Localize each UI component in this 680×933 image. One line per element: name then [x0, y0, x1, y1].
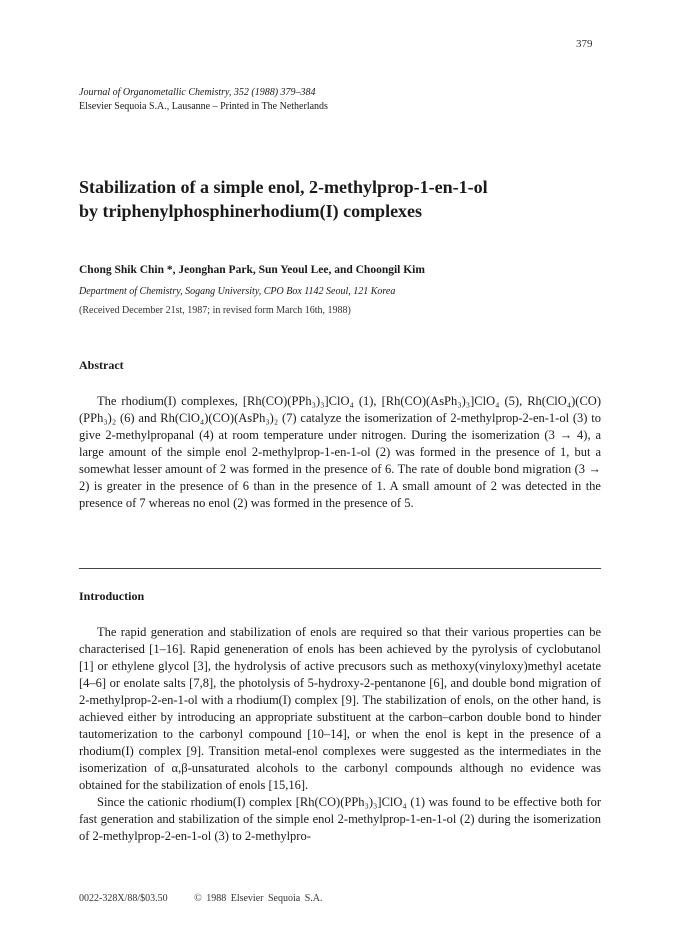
- journal-info: [79, 86, 328, 114]
- received-dates: (Received December 21st, 1987; in revised form March 16th, 1988): [79, 305, 351, 316]
- abstract-heading: Abstract: [79, 358, 124, 372]
- affiliation: Department of Chemistry, Sogang University, CPO Box 1142 Seoul, 121 Korea: [79, 286, 396, 297]
- page-number: 379: [576, 38, 593, 50]
- intro-paragraph-1: The rapid generation and stabilization of enols are required so that their various properties can be characterised [1–16]. Rapid geneneration of enols has been achieved by the pyrolysis of cyclobutanol [1] or ethylene glycol [3], the hydrolysis of active precusors such as methoxy(vinyloxy)methyl acetate [4–6] or enolate salts [7,8], the photolysis of 5-hydroxy-2-pentanone [6], and double bond migration of 2-methylprop-2-en-1-ol with a rhodium(I) complex [9]. The stabilization of enols, on the other hand, is achieved either by introducing an appropriate substituent at the carbon–carbon double bond to hinder tautomerization to the carbonyl compound [10–14], or when the enol is kept in the presence of a rhodium(I) complex [9]. Transition metal-enol complexes were suggested as the intermediates in the isomerization of α,β-unsaturated alcohols to the carbonyl compounds although no evidence was obtained for the stabilization of enols [15,16].: [79, 625, 601, 792]
- introduction-heading: Introduction: [79, 589, 145, 603]
- journal-citation: Journal of Organometallic Chemistry, 352 (1988) 379–384: [79, 87, 316, 98]
- author-list: Chong Shik Chin *, Jeonghan Park, Sun Yeoul Lee, and Choongil Kim: [79, 264, 425, 276]
- introduction-body: [79, 624, 601, 845]
- page-footer: [79, 893, 322, 904]
- copyright-notice: © 1988 Elsevier Sequoia S.A.: [194, 893, 323, 904]
- title-line-2: by triphenylphosphinerhodium(I) complexes: [79, 201, 423, 221]
- section-divider: [79, 568, 601, 569]
- article-title: [79, 175, 639, 223]
- abstract-paragraph: The rhodium(I) complexes, [Rh(CO)(PPh₃)₃]ClO₄ (1), [Rh(CO)(AsPh₃)₃]ClO₄ (5), Rh(ClO₄)(CO)(PPh₃)₂ (6) and Rh(ClO₄)(CO)(AsPh₃)₂ (7) catalyze the isomerization of 2-methylprop-2-en-1-ol (3) to give 2-methylpropanal (4) at room temperature under nitrogen. During the isomerization (3 → 4), a large amount of the simple enol 2-methylprop-1-en-1-ol (2) was formed in the presence of 1, but a somewhat lesser amount of 2 was formed in the presence of 6. The rate of double bond migration (3 → 2) is greater in the presence of 6 than in the presence of 1. A small amount of 2 was detected in the presence of 7 whereas no enol (2) was formed in the presence of 5.: [79, 394, 601, 510]
- publisher-line: Elsevier Sequoia S.A., Lausanne – Printed in The Netherlands: [79, 101, 328, 112]
- intro-paragraph-2: Since the cationic rhodium(I) complex [Rh(CO)(PPh₃)₃]ClO₄ (1) was found to be effective both for fast generation and stabilization of the simple enol 2-methylprop-1-en-1-ol (2) during the isomerization of 2-methylprop-2-en-1-ol (3) to 2-methylpro-: [79, 795, 601, 843]
- article-code: 0022-328X/88/$03.50: [79, 893, 168, 904]
- title-line-1: Stabilization of a simple enol, 2-methylprop-1-en-1-ol: [79, 177, 488, 197]
- abstract-body: [79, 393, 601, 512]
